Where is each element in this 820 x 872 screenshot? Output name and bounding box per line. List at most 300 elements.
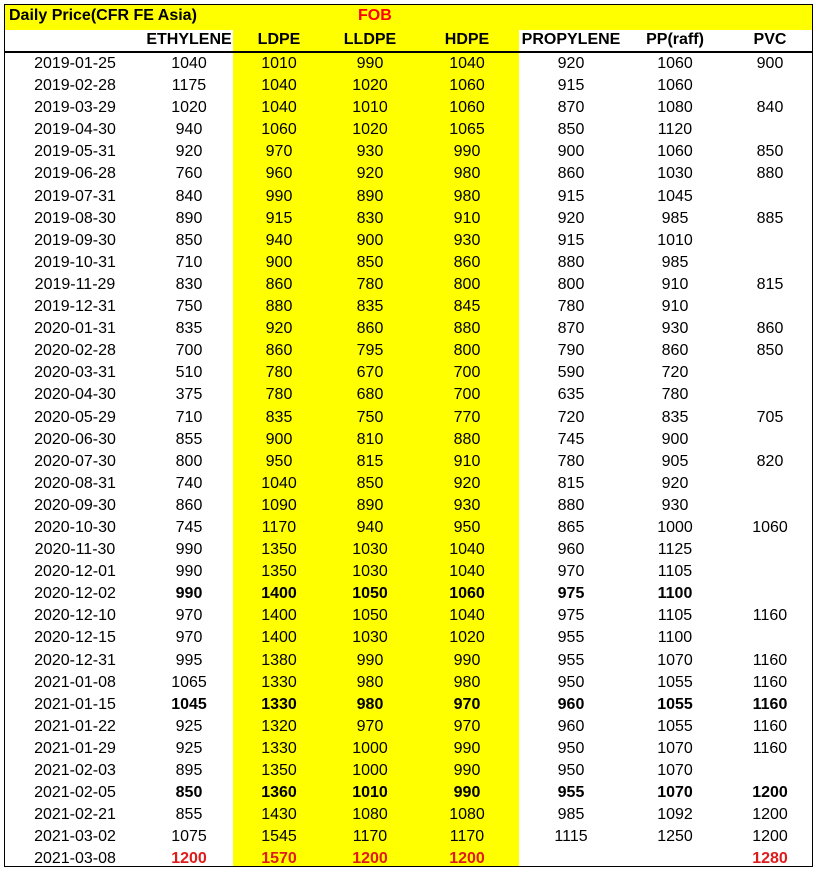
price-cell-lldpe: 990 <box>356 651 384 669</box>
price-cell-pp-raff: 1092 <box>657 806 693 824</box>
price-cell-pp-raff: 1120 <box>657 121 693 139</box>
price-cell-ldpe: 915 <box>265 209 293 227</box>
table-row <box>5 229 812 251</box>
price-cell-propylene: 955 <box>557 651 585 669</box>
date-cell: 2020-01-31 <box>34 320 116 338</box>
table-row <box>5 560 812 582</box>
price-cell-hdpe: 980 <box>453 673 481 691</box>
price-table-body <box>5 52 812 867</box>
price-cell-hdpe: 980 <box>453 165 481 183</box>
price-cell-propylene: 720 <box>557 408 585 426</box>
price-cell-propylene: 850 <box>557 121 585 139</box>
price-cell-propylene: 870 <box>557 99 585 117</box>
price-cell-pvc: 850 <box>756 342 784 360</box>
table-row <box>5 140 812 162</box>
price-cell-pp-raff: 1070 <box>657 739 693 757</box>
date-cell: 2019-11-29 <box>34 275 116 293</box>
price-cell-ldpe: 900 <box>265 430 293 448</box>
price-cell-hdpe: 950 <box>453 518 481 536</box>
table-row <box>5 74 812 96</box>
price-cell-pvc: 1160 <box>752 717 788 735</box>
price-cell-propylene: 745 <box>557 430 585 448</box>
price-cell-hdpe: 1200 <box>449 850 485 867</box>
price-cell-lldpe: 1080 <box>352 806 388 824</box>
table-row <box>5 317 812 339</box>
price-cell-pvc: 1200 <box>752 784 788 802</box>
price-cell-pvc: 900 <box>756 55 784 72</box>
price-cell-pp-raff: 1070 <box>657 762 693 779</box>
price-cell-propylene: 880 <box>557 496 585 514</box>
price-cell-hdpe: 930 <box>453 496 481 514</box>
price-cell-pp-raff: 900 <box>661 430 689 448</box>
price-cell-pp-raff: 720 <box>661 364 689 382</box>
price-cell-hdpe: 860 <box>453 253 481 271</box>
price-cell-pvc: 1060 <box>752 518 788 536</box>
price-cell-pvc: 860 <box>756 320 784 338</box>
column-header-lldpe: LLDPE <box>343 31 397 48</box>
date-cell: 2020-11-30 <box>34 541 116 559</box>
price-cell-propylene: 960 <box>557 717 585 735</box>
price-cell-lldpe: 900 <box>356 231 384 249</box>
price-cell-hdpe: 930 <box>453 231 481 249</box>
date-cell: 2019-10-31 <box>34 253 116 271</box>
price-cell-ldpe: 1350 <box>261 563 297 581</box>
price-cell-pp-raff: 1055 <box>657 717 693 735</box>
sheet-title: Daily Price(CFR FE Asia) <box>9 7 197 24</box>
table-row <box>5 582 812 604</box>
column-header-propylene: PROPYLENE <box>521 31 621 48</box>
price-cell-propylene: 865 <box>557 518 585 536</box>
price-cell-ldpe: 1040 <box>261 99 297 117</box>
date-cell: 2019-06-28 <box>34 165 116 183</box>
column-header-ethylene: ETHYLENE <box>146 31 232 48</box>
date-cell: 2020-03-31 <box>34 364 116 382</box>
price-cell-hdpe: 800 <box>453 275 481 293</box>
price-cell-ldpe: 1040 <box>261 77 297 95</box>
price-cell-ldpe: 920 <box>265 320 293 338</box>
price-cell-hdpe: 1065 <box>449 121 485 139</box>
price-cell-propylene: 635 <box>557 386 585 404</box>
price-cell-hdpe: 770 <box>453 408 481 426</box>
price-cell-propylene: 960 <box>557 541 585 559</box>
price-cell-hdpe: 910 <box>453 452 481 470</box>
price-cell-lldpe: 1030 <box>352 629 388 647</box>
price-cell-pvc: 885 <box>756 209 784 227</box>
price-cell-ethylene: 855 <box>175 430 203 448</box>
price-cell-lldpe: 810 <box>356 430 384 448</box>
price-cell-ldpe: 900 <box>265 253 293 271</box>
table-row <box>5 428 812 450</box>
date-cell: 2019-02-28 <box>34 77 116 95</box>
price-cell-pp-raff: 985 <box>661 209 689 227</box>
price-cell-propylene: 900 <box>557 143 585 161</box>
price-cell-propylene: 950 <box>557 739 585 757</box>
price-cell-pvc: 1160 <box>752 695 788 713</box>
table-row <box>5 671 812 693</box>
price-cell-ldpe: 860 <box>265 275 293 293</box>
price-cell-lldpe: 1050 <box>352 607 388 625</box>
table-row <box>5 207 812 229</box>
price-cell-propylene: 860 <box>557 165 585 183</box>
price-cell-pp-raff: 1070 <box>657 784 693 802</box>
price-cell-lldpe: 835 <box>356 298 384 316</box>
price-cell-ethylene: 800 <box>175 452 203 470</box>
price-cell-lldpe: 940 <box>356 518 384 536</box>
price-cell-ethylene: 940 <box>175 121 203 139</box>
price-cell-ldpe: 970 <box>265 143 293 161</box>
price-cell-hdpe: 1060 <box>449 99 485 117</box>
price-cell-lldpe: 980 <box>356 673 384 691</box>
price-cell-lldpe: 1050 <box>352 585 388 603</box>
date-cell: 2021-02-03 <box>34 762 116 779</box>
table-row <box>5 251 812 273</box>
price-cell-ethylene: 745 <box>175 518 203 536</box>
table-row <box>5 383 812 405</box>
price-cell-hdpe: 700 <box>453 364 481 382</box>
price-cell-hdpe: 800 <box>453 342 481 360</box>
price-cell-ldpe: 1330 <box>261 673 297 691</box>
date-cell: 2020-06-30 <box>34 430 116 448</box>
date-cell: 2021-01-29 <box>34 739 116 757</box>
date-cell: 2019-04-30 <box>34 121 116 139</box>
table-row <box>5 339 812 361</box>
price-cell-lldpe: 970 <box>356 717 384 735</box>
date-cell: 2019-07-31 <box>34 187 116 205</box>
price-cell-pvc: 1280 <box>752 850 788 867</box>
price-cell-ldpe: 1010 <box>261 55 297 72</box>
price-cell-pvc: 1200 <box>752 828 788 846</box>
price-cell-ldpe: 1350 <box>261 541 297 559</box>
price-cell-propylene: 800 <box>557 275 585 293</box>
price-cell-pvc: 850 <box>756 143 784 161</box>
date-cell: 2020-02-28 <box>34 342 116 360</box>
price-cell-ldpe: 1400 <box>261 629 297 647</box>
price-cell-lldpe: 1030 <box>352 541 388 559</box>
date-cell: 2020-09-30 <box>34 496 116 514</box>
price-cell-ethylene: 1175 <box>171 77 207 95</box>
price-cell-pp-raff: 1055 <box>657 673 693 691</box>
price-cell-pvc: 880 <box>756 165 784 183</box>
price-cell-hdpe: 990 <box>453 143 481 161</box>
price-cell-lldpe: 830 <box>356 209 384 227</box>
table-row <box>5 538 812 560</box>
price-cell-ethylene: 925 <box>175 717 203 735</box>
price-cell-hdpe: 1170 <box>449 828 485 846</box>
price-cell-hdpe: 990 <box>453 784 481 802</box>
price-cell-pp-raff: 1105 <box>657 607 693 625</box>
price-cell-lldpe: 850 <box>356 474 384 492</box>
price-cell-hdpe: 845 <box>453 298 481 316</box>
date-cell: 2020-12-01 <box>34 563 116 581</box>
title-bar <box>5 5 812 30</box>
price-cell-pp-raff: 1070 <box>657 651 693 669</box>
price-cell-ethylene: 750 <box>175 298 203 316</box>
price-cell-pvc: 1160 <box>752 673 788 691</box>
price-cell-ldpe: 1545 <box>261 828 297 846</box>
price-cell-propylene: 970 <box>557 563 585 581</box>
price-cell-lldpe: 780 <box>356 275 384 293</box>
price-cell-hdpe: 1040 <box>449 55 485 72</box>
price-cell-ldpe: 780 <box>265 364 293 382</box>
price-cell-ldpe: 1360 <box>261 784 297 802</box>
price-cell-ldpe: 940 <box>265 231 293 249</box>
price-cell-ethylene: 990 <box>175 563 203 581</box>
price-cell-ldpe: 1570 <box>261 850 297 867</box>
price-cell-ethylene: 760 <box>175 165 203 183</box>
price-cell-hdpe: 880 <box>453 430 481 448</box>
table-row <box>5 825 812 847</box>
price-cell-lldpe: 1170 <box>352 828 388 846</box>
price-cell-pp-raff: 1030 <box>657 165 693 183</box>
date-cell: 2019-05-31 <box>34 143 116 161</box>
table-row <box>5 649 812 671</box>
table-row <box>5 847 812 867</box>
price-cell-lldpe: 1010 <box>352 784 388 802</box>
price-cell-pp-raff: 1045 <box>657 187 693 205</box>
price-cell-pp-raff: 835 <box>661 408 689 426</box>
price-cell-pvc: 1160 <box>752 651 788 669</box>
price-cell-ethylene: 710 <box>175 408 203 426</box>
price-cell-hdpe: 970 <box>453 695 481 713</box>
price-cell-pp-raff: 920 <box>661 474 689 492</box>
date-cell: 2021-02-21 <box>34 806 116 824</box>
price-cell-propylene: 985 <box>557 806 585 824</box>
price-cell-pvc: 705 <box>756 408 784 426</box>
price-cell-ldpe: 1170 <box>261 518 297 536</box>
date-cell: 2020-12-15 <box>34 629 116 647</box>
price-cell-hdpe: 980 <box>453 187 481 205</box>
price-cell-pp-raff: 1060 <box>657 77 693 95</box>
date-cell: 2019-03-29 <box>34 99 116 117</box>
date-cell: 2019-12-31 <box>34 298 116 316</box>
price-cell-pp-raff: 780 <box>661 386 689 404</box>
price-cell-hdpe: 970 <box>453 717 481 735</box>
price-cell-pp-raff: 1000 <box>657 518 693 536</box>
date-cell: 2020-07-30 <box>34 452 116 470</box>
price-cell-ethylene: 700 <box>175 342 203 360</box>
price-cell-hdpe: 990 <box>453 762 481 779</box>
price-cell-ethylene: 1040 <box>171 55 207 72</box>
price-cell-pp-raff: 1060 <box>657 55 693 72</box>
price-cell-lldpe: 1030 <box>352 563 388 581</box>
date-cell: 2021-01-15 <box>34 695 116 713</box>
price-cell-lldpe: 980 <box>356 695 384 713</box>
date-cell: 2021-03-02 <box>34 828 116 846</box>
price-cell-pp-raff: 910 <box>661 275 689 293</box>
table-row <box>5 781 812 803</box>
date-cell: 2020-05-29 <box>34 408 116 426</box>
date-cell: 2020-12-31 <box>34 651 116 669</box>
price-cell-propylene: 780 <box>557 298 585 316</box>
price-cell-propylene: 920 <box>557 55 585 72</box>
date-cell: 2021-03-08 <box>34 850 116 867</box>
price-cell-pvc: 1200 <box>752 806 788 824</box>
price-cell-ldpe: 960 <box>265 165 293 183</box>
price-cell-pp-raff: 985 <box>661 253 689 271</box>
table-row <box>5 803 812 825</box>
date-cell: 2021-02-05 <box>34 784 116 802</box>
price-cell-lldpe: 1000 <box>352 762 388 779</box>
price-cell-lldpe: 850 <box>356 253 384 271</box>
price-cell-ethylene: 740 <box>175 474 203 492</box>
table-row <box>5 118 812 140</box>
table-row <box>5 52 812 74</box>
price-cell-ldpe: 950 <box>265 452 293 470</box>
price-cell-ethylene: 1075 <box>171 828 207 846</box>
price-cell-ldpe: 1090 <box>261 496 297 514</box>
table-row <box>5 737 812 759</box>
price-cell-ethylene: 1065 <box>171 673 207 691</box>
date-cell: 2019-09-30 <box>34 231 116 249</box>
table-row <box>5 185 812 207</box>
column-header-pvc: PVC <box>753 31 787 48</box>
price-cell-pp-raff: 905 <box>661 452 689 470</box>
price-cell-lldpe: 795 <box>356 342 384 360</box>
column-header-ldpe: LDPE <box>257 31 301 48</box>
price-cell-pp-raff: 1250 <box>657 828 693 846</box>
table-row <box>5 472 812 494</box>
price-cell-hdpe: 1060 <box>449 77 485 95</box>
price-cell-ethylene: 995 <box>175 651 203 669</box>
price-cell-lldpe: 1010 <box>352 99 388 117</box>
date-cell: 2020-08-31 <box>34 474 116 492</box>
price-cell-ethylene: 850 <box>175 231 203 249</box>
price-cell-lldpe: 1200 <box>352 850 388 867</box>
price-cell-ethylene: 920 <box>175 143 203 161</box>
table-row <box>5 516 812 538</box>
date-cell: 2020-04-30 <box>34 386 116 404</box>
table-row <box>5 162 812 184</box>
price-cell-hdpe: 1040 <box>449 541 485 559</box>
price-cell-ldpe: 1320 <box>261 717 297 735</box>
price-cell-ldpe: 1330 <box>261 695 297 713</box>
table-row <box>5 626 812 648</box>
price-cell-propylene: 790 <box>557 342 585 360</box>
table-row <box>5 450 812 472</box>
price-cell-pvc: 820 <box>756 452 784 470</box>
price-cell-propylene: 780 <box>557 452 585 470</box>
table-row <box>5 494 812 516</box>
price-cell-ldpe: 880 <box>265 298 293 316</box>
price-cell-propylene: 920 <box>557 209 585 227</box>
price-cell-pp-raff: 1125 <box>657 541 693 559</box>
price-cell-hdpe: 1040 <box>449 607 485 625</box>
table-row <box>5 759 812 781</box>
table-row <box>5 96 812 118</box>
price-cell-ethylene: 1020 <box>171 99 207 117</box>
price-cell-ethylene: 830 <box>175 275 203 293</box>
price-cell-ethylene: 1200 <box>171 850 207 867</box>
price-cell-ethylene: 990 <box>175 585 203 603</box>
price-cell-pp-raff: 1105 <box>657 563 693 581</box>
price-cell-ethylene: 970 <box>175 629 203 647</box>
date-cell: 2019-01-25 <box>34 55 116 72</box>
price-cell-ethylene: 895 <box>175 762 203 779</box>
price-cell-ldpe: 990 <box>265 187 293 205</box>
table-row <box>5 715 812 737</box>
price-cell-lldpe: 860 <box>356 320 384 338</box>
column-header-hdpe: HDPE <box>444 31 490 48</box>
price-cell-pp-raff: 1100 <box>657 585 693 603</box>
price-cell-propylene: 975 <box>557 607 585 625</box>
price-cell-hdpe: 920 <box>453 474 481 492</box>
price-cell-hdpe: 880 <box>453 320 481 338</box>
price-cell-ldpe: 1350 <box>261 762 297 779</box>
price-cell-pp-raff: 1060 <box>657 143 693 161</box>
price-cell-pp-raff: 910 <box>661 298 689 316</box>
column-header-row <box>5 29 812 51</box>
table-row <box>5 693 812 715</box>
price-cell-propylene: 815 <box>557 474 585 492</box>
price-cell-hdpe: 1060 <box>449 585 485 603</box>
price-cell-ldpe: 1400 <box>261 607 297 625</box>
price-cell-pp-raff: 860 <box>661 342 689 360</box>
price-cell-ethylene: 850 <box>175 784 203 802</box>
price-cell-lldpe: 1020 <box>352 121 388 139</box>
price-cell-lldpe: 890 <box>356 496 384 514</box>
table-row <box>5 604 812 626</box>
date-cell: 2020-12-10 <box>34 607 116 625</box>
price-cell-propylene: 950 <box>557 762 585 779</box>
table-row <box>5 406 812 428</box>
price-sheet <box>4 4 813 867</box>
date-cell: 2021-01-22 <box>34 717 116 735</box>
price-cell-pp-raff: 930 <box>661 320 689 338</box>
price-cell-hdpe: 990 <box>453 739 481 757</box>
price-cell-lldpe: 990 <box>356 55 384 72</box>
price-cell-ethylene: 990 <box>175 541 203 559</box>
price-cell-pp-raff: 1100 <box>657 629 693 647</box>
price-cell-propylene: 955 <box>557 629 585 647</box>
price-cell-ethylene: 375 <box>175 386 203 404</box>
fob-label: FOB <box>358 7 392 24</box>
price-cell-pp-raff: 1010 <box>657 231 693 249</box>
price-cell-propylene: 975 <box>557 585 585 603</box>
price-cell-ethylene: 970 <box>175 607 203 625</box>
price-cell-ethylene: 890 <box>175 209 203 227</box>
price-cell-hdpe: 700 <box>453 386 481 404</box>
price-cell-pvc: 1160 <box>752 739 788 757</box>
price-cell-hdpe: 1040 <box>449 563 485 581</box>
date-cell: 2019-08-30 <box>34 209 116 227</box>
price-cell-propylene: 955 <box>557 784 585 802</box>
table-row <box>5 295 812 317</box>
price-cell-lldpe: 1020 <box>352 77 388 95</box>
price-cell-lldpe: 750 <box>356 408 384 426</box>
price-cell-lldpe: 1000 <box>352 739 388 757</box>
price-cell-ethylene: 860 <box>175 496 203 514</box>
price-cell-ldpe: 1060 <box>261 121 297 139</box>
price-cell-pp-raff: 1055 <box>657 695 693 713</box>
price-cell-hdpe: 910 <box>453 209 481 227</box>
price-cell-lldpe: 920 <box>356 165 384 183</box>
price-cell-ldpe: 1040 <box>261 474 297 492</box>
price-cell-pp-raff: 1080 <box>657 99 693 117</box>
price-cell-pvc: 815 <box>756 275 784 293</box>
price-cell-ethylene: 1045 <box>171 695 207 713</box>
price-cell-lldpe: 930 <box>356 143 384 161</box>
price-cell-propylene: 960 <box>557 695 585 713</box>
date-cell: 2021-01-08 <box>34 673 116 691</box>
price-cell-hdpe: 1020 <box>449 629 485 647</box>
price-cell-propylene: 950 <box>557 673 585 691</box>
price-cell-lldpe: 890 <box>356 187 384 205</box>
price-cell-ldpe: 1430 <box>261 806 297 824</box>
price-cell-propylene: 590 <box>557 364 585 382</box>
price-cell-hdpe: 1080 <box>449 806 485 824</box>
table-row <box>5 361 812 383</box>
price-cell-pvc: 1160 <box>752 607 788 625</box>
